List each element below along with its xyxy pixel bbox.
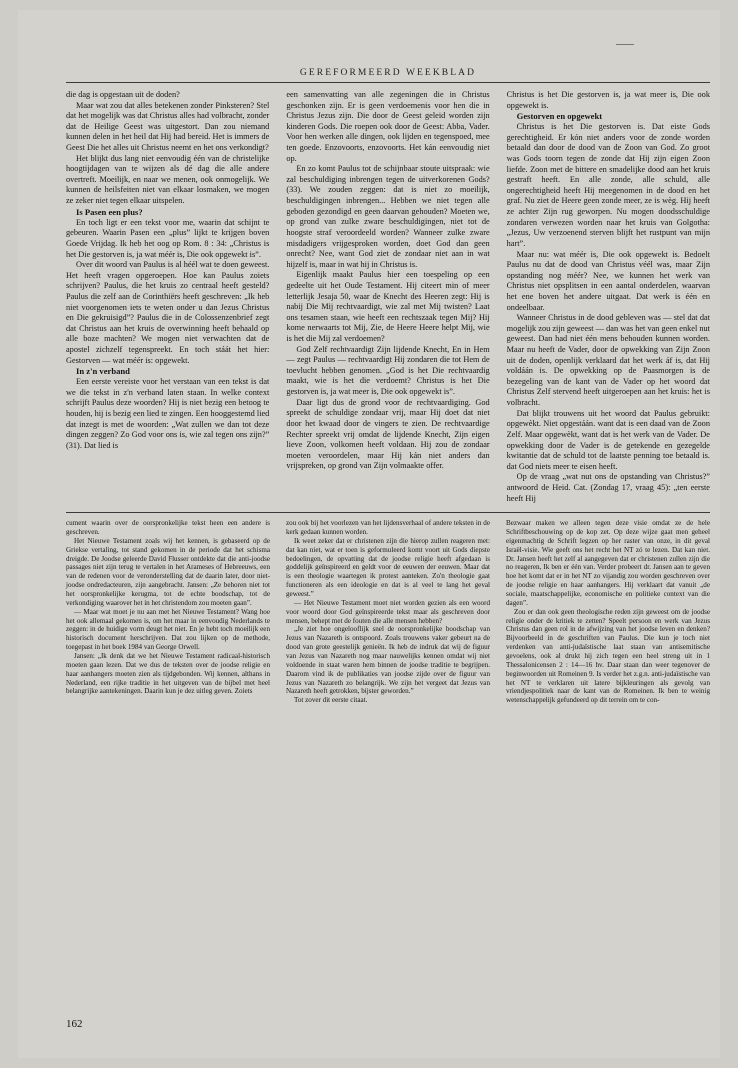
paragraph: Het Nieuwe Testament zoals wij het kennen, is gebaseerd op de Griekse vertaling, tot stand gekomen in de periode dat het schisma dreigde. De Joodse geleerde David Flusser ontdekte dat die anti-joodse passages niet zijn terug te vertalen in het Arameses of Hebreeuws, een van de redenen voor de veronderstelling dat de daarin later, door niet-joodse ondredacteuren, zijn aangebracht. Jansen: „Ze behoren niet tot het oorspronkelijke kerugma, tot de echte boodschap, tot de verkondiging waarover het in het christendom zou moeten gaan”. [66, 536, 270, 607]
footnote-column-3 [506, 519, 710, 705]
paragraph: Maar nu: wat méér is, Die ook opgewekt is. Bedoelt Paulus nu dat de dood van Christus véél was, maar Zijn opstanding nog méér? Nee, we kunnen het werk van Christus niet opsplitsen in een aantal onderdelen, waarvan het ene boven het andere uitgaat. Dat werk is één en ondeelbaar. [506, 249, 710, 312]
section-divider-rule [66, 512, 710, 513]
paragraph: — Maar wat moet je nu aan met het Nieuwe Testament? Wang hoe het ook allemaal gekomen is, om het maar in eenvoudig Nederlands te zeggen: in de huidige vorm deugt het niet. En je hebt toch moeilijk een historisch document herschrijven. Dat zou lijken op de methode, toegepast in het boek 1984 van George Orwell. [66, 607, 270, 652]
main-column-2 [286, 90, 489, 504]
paragraph: En toch ligt er een tekst voor me, waarin dat schijnt te gebeuren. Waarin Pasen een „plus” lijkt te krijgen boven Goede Vrijdag. Ik heb het oog op Rom. 8 : 34: „Christus is het Die gestorven is, ja wat méér is, Die ook opgewekt is”. [66, 217, 270, 259]
page-content [66, 68, 710, 705]
paragraph: Zou er dan ook geen theologische reden zijn geweest om de joodse religie onder de kritiek te zetten? Speelt persoon en werk van Jezus Christus dan geen rol in de afwijzing van het joodse leven en denken? Bijvoorbeeld in de geschriften van Paulus. Die kun je toch niet verdenken van anti-judaïstische laat staan van antisemitische gevoelens, ook al drukt hij zich tegen een heel streng uit in 1 Thessalonicensen 2 : 14—16 hv. Daar staan dan weer tegenover de beginwoorden uit Romeinen 9. Is verder het z.g.n. anti-judaïstische van het NT te verklaren uit latere bijkleuringen als gevolg van vriendjespolitiek naar de kant van de Romeinen. Ik ben te weinig wetenschappelijk gefundeerd op dit terrein om te con- [506, 607, 710, 705]
paragraph: Christus is het Die gestorven is. Dat eiste Gods gerechtigheid. Er kón niet anders voor de zonde worden betaald dan door de dood van de Zoon van God. Zo groot was Gods toorn tegen de zonde dat Hij zijn eigen Zoon liefde. Zoon met de bittere en smadelijke dood aan het kruis gestraft heeft. En alle zonde, alle schuld, alle ongerechtigheid heeft Hij meegenomen in de dood en het graf. Nu ziet de Heere geen zonde meer, ze is wèg. Hij heeft ze achter Zijn rug geworpen. Nu mogen doodsschuldige zondaren verwezen worden naar het kruis van Golgotha: „Jezus, Uw verzoenend sterven blijft het rustpunt van mijn hart”. [506, 122, 710, 248]
paragraph: Ik weet zeker dat er christenen zijn die hierop zullen reageren met: dat kan niet, wat er toen is geformuleerd komt voort uit Gods diepste bedoelingen, de opvatting dat de joodse religie heeft afgedaan is goddelijk geïnspireerd en geldt voor de eeuwen der eeuwen. Maar dat is een theologie waartegen ik protest aanteken. Zo'n theologie gaat functioneren als een ideologie en dat is al veel te lang het geval geweest.” [286, 536, 490, 599]
footnote-column-1 [66, 519, 270, 705]
header-rule [66, 82, 710, 83]
paragraph: Op de vraag „wat nut ons de opstanding van Christus?” antwoord de Heid. Cat. (Zondag 17, vraag 45): „ten eerste heeft Hij [506, 472, 710, 503]
paragraph: Over dit woord van Paulus is al héél wat te doen geweest. Het heeft vragen opgeroepen. Hoe kan Paulus zoiets schrijven? Paulus, die het kruis zo centraal heeft gesteld? Paulus die zelf aan de Corinthiërs heeft geschreven: „Ik heb niet voorgenomen iets te weten onder u dan Jezus Christus en Die gekruisigd”? Paulus die in de Colossenzenbrief zegt dat Christus aan het kruis de overwinning heeft behaald op alle boze machten? We mogen niet verwachten dat de apostel zichzelf tegenspreekt. En toch stáát het hier: Gestorven — wat méér is: opgewekt. [66, 260, 270, 365]
paragraph: die dag is opgestaan uit de doden? [66, 90, 180, 99]
section-heading-is-pasen-een-plus: Is Pasen een plus? [76, 206, 143, 217]
main-column-3 [507, 90, 710, 504]
paragraph: En zo komt Paulus tot de schijnbaar stoute uitspraak: wie zal beschuldiging inbrengen tegen de uitverkorenen Gods? (33). We zouden zeggen: dat is niet zo moeilijk, beschuldigingen inbrengen... Hebben we niet tegen alle geboden gezondigd en geen daarvan gehouden? Moeten we, op grond van zulke zware beschuldigingen, niet tot de hoogste straf veroordeeld worden? Wanneer zulke zware misdadigers vrijgesproken worden, doet God dan geen onrecht? Nee, want God ziet de zondaar niet aan in wat hijzelf is, maar in wat hij in Christus is. [286, 164, 490, 269]
paragraph: Eigenlijk maakt Paulus hier een toespeling op een gedeelte uit het Oude Testament. Hij citeert min of meer letterlijk Jesaja 50, waar de Knecht des Heeren zegt: Hij is nabij Die Mij rechtvaardigt, wie zal met Mij twisten? Laat ons tesamen staan, wie heeft een rechtszaak tegen Mij? Hij kome nerwaarts tot Mij, Zie, de Heere Heere helpt Mij, wie is het die Mij zal verdoemen? [286, 270, 490, 344]
paragraph: Een eerste vereiste voor het verstaan van een tekst is dat we die tekst in z'n verband laten staan. In welke context schrijft Paulus deze woorden? Hij is niet bezig een betoog te houden, hij is bezig een lied te zingen. Een hooggestemd lied dat inzegt is met de woorden: „Wat zullen we dan tot deze dingen zeggen? Zo God voor ons is, wie zal tegen ons zijn?” (31). Dat lied is [66, 377, 270, 450]
main-columns [66, 90, 710, 504]
paragraph: Jansen: „Ik denk dat we het Nieuwe Testament radicaal-historisch moeten gaan lezen. Dat we dus de teksten over de joodse religie en haar aanhangers moeten zien als tijdgebonden. Wij kennen, althans in Nederland, een rijke traditie in het uitgeven van de bijbel met heel belangrijke aantekeningen. Daarin kun je dez uitleg geven. Zoiets [66, 652, 270, 696]
main-column-1 [66, 90, 269, 504]
paragraph: Maar wat zou dat alles betekenen zonder Pinksteren? Stel dat het mogelijk was dat Christus alles had volbracht, zonder dat de Heilige Geest was uitgestort. Dan zou niemand kunnen delen in het heil dat Hij had bereid. Het is immers de Geest Die het alles uit Christus neemt en het ons verkondigt? [66, 100, 270, 153]
page-number: 162 [66, 1018, 83, 1030]
paragraph: een samenvatting van alle zegeningen die in Christus geschonken zijn. Er is geen verdoemenis voor hen die in Christus Jezus zijn. Die door de Geest geleid worden zijn kinderen Gods. Die roepen ook door de Geest: Abba, Vader. Voor hen werken alle dingen, ook lijden en tegenspoed, mee ten goede. Enzovoorts, enzovoorts. Het kán eenvoudig niet op. [286, 90, 490, 163]
paragraph: zou ook bij het voorlezen van het lijdensverhaal of andere teksten in de kerk gedaan kunnen worden. [286, 519, 490, 537]
paragraph: — Het Nieuwe Testament moet niet worden gezien als een woord voor woord door God geïnspireerde tekst maar als geschreven door mensen, behept met de fouten die alle mensen hebben? [286, 598, 490, 625]
paragraph: cument waarin over de oorspronkelijke tekst heen een andere is geschreven. [66, 519, 270, 537]
paragraph: Wanneer Christus in de dood gebleven was — stel dat dat mogelijk zou zijn geweest — dan was het van geen enkel nut geweest. Dan had niet één mens behouden kunnen worden. Maar nu heeft de Vader, door de opwekking van Zijn Zoon uit de doden, openlijk verklaard dat het werk áf is, dat Hij voldáán is. De opwekking op de Paasmorgen is de bezegeling van de kant van de Vader op het woord dat Christus Zelf stervend heeft uitgeroepen aan het kruis: het is volbracht. [506, 313, 710, 408]
paragraph: Daar ligt dus de grond voor de rechtvaardiging. God spreekt de schuldige zondaar vrij, maar Hij doet dat niet door het kwaad door de vingers te zien. De rechtvaardige Rechter spreekt vrij omdat de lijdende Knecht, Zijn eigen lieve Zoon, volkomen heeft voldaan. Hij zou de zondaar moeten veroordelen, maar Hij kán niet anders dan vrijspreken, op grond van Zijn volmaakte offer. [286, 397, 490, 471]
section-heading-in-zn-verband: In z'n verband [76, 366, 130, 377]
paragraph: Bezwaar maken we alleen tegen deze visie omdat ze de hele Schriftbeschouwing op de kop zet. Op deze wijze gaat men geheel eigenmachtig de Schrift legzen op her raster van onze, in dit geval Israël-visie. Wie geeft ons het recht het NT zó te lezen. Dat kan niet. Dr. Jansen heeft het zelf al aangegeven dat er christenen zullen zijn die no reageren, Ik ben er één van. Verder probeert dr. Jansen aan te geven hoe het komt dat er in het NT zo vijandig zou worden geschreven over de joodse religie en haar aanhangers. Hij verklaart dat vanuit „de sociale, maatschappelijke, economische en politieke context van die dagen”. [506, 519, 710, 607]
paragraph: Christus is het Die gestorven is, ja wat meer is, Die ook opgewekt is. [506, 90, 710, 110]
paragraph: „Je ziet hoe ongelooflijk snel de oorspronkelijke boodschap van Jezus van Nazareth is ontspoord. Zoals trouwens vaker gebeurt na de dood van grote geestelijk genieën. Ik heb de indruk dat wij de figuur van Jezus van Nazareth nog maar nauwelijks kennen omdat wij niet voldoende in staat waren hem binnen de joodse traditie te begrijpen. Daarom vind ik de publikaties van joodse zijde over de figuur van Jezus van Nazareth zo belangrijk. We zijn het vergeet dat Jezus van Nazareth heeft getrokken, bijster geworden.” [286, 625, 490, 696]
running-head: GEREFORMEERD WEEKBLAD [299, 68, 477, 78]
section-heading-gestorven-en-opgewekt: Gestorven en opgewekt [516, 111, 603, 122]
footnote-column-2 [286, 519, 490, 705]
paragraph: Tot zover dit eerste citaat. [294, 696, 368, 705]
footnote-columns [66, 519, 710, 705]
paragraph: Het blijkt dus lang niet eenvoudig één van de christelijke hoogtijdagen van te wijzen als dé dag die alle andere overtreft. Moeilijk, en naar we menen, ook onmogelijk. We kunnen de heilsfeiten niet van elkaar losmaken, we mogen ze zeker niet tegen elkaar uitspelen. [66, 153, 270, 206]
scan-tick-mark [616, 44, 634, 45]
paper-sheet [18, 10, 720, 1058]
paragraph: Dat blijkt trouwens uit het woord dat Paulus gebruikt: opgewèkt. Niet opgestáán. want dat is een daad van de Zoon Zelf. Maar opgewèkt, want dat is het werk van de Vader. De opwekking door de Vader is de getekende en gezegelde kwitantie dat de schuld tot de laatste penning toe betaald is. dat God niets meer te eisen heeft. [506, 408, 710, 471]
paragraph: God Zelf rechtvaardigt Zijn lijdende Knecht, En in Hem — zegt Paulus — rechtvaardigt Hij zondaren die tot Hem de toevlucht hebben genomen. „God is het Die rechtvaardig maakt, wie is het die verdoemt? Christus is het Die gestorven is, ja wat meer is, Die ook opgewekt is”. [286, 344, 490, 397]
